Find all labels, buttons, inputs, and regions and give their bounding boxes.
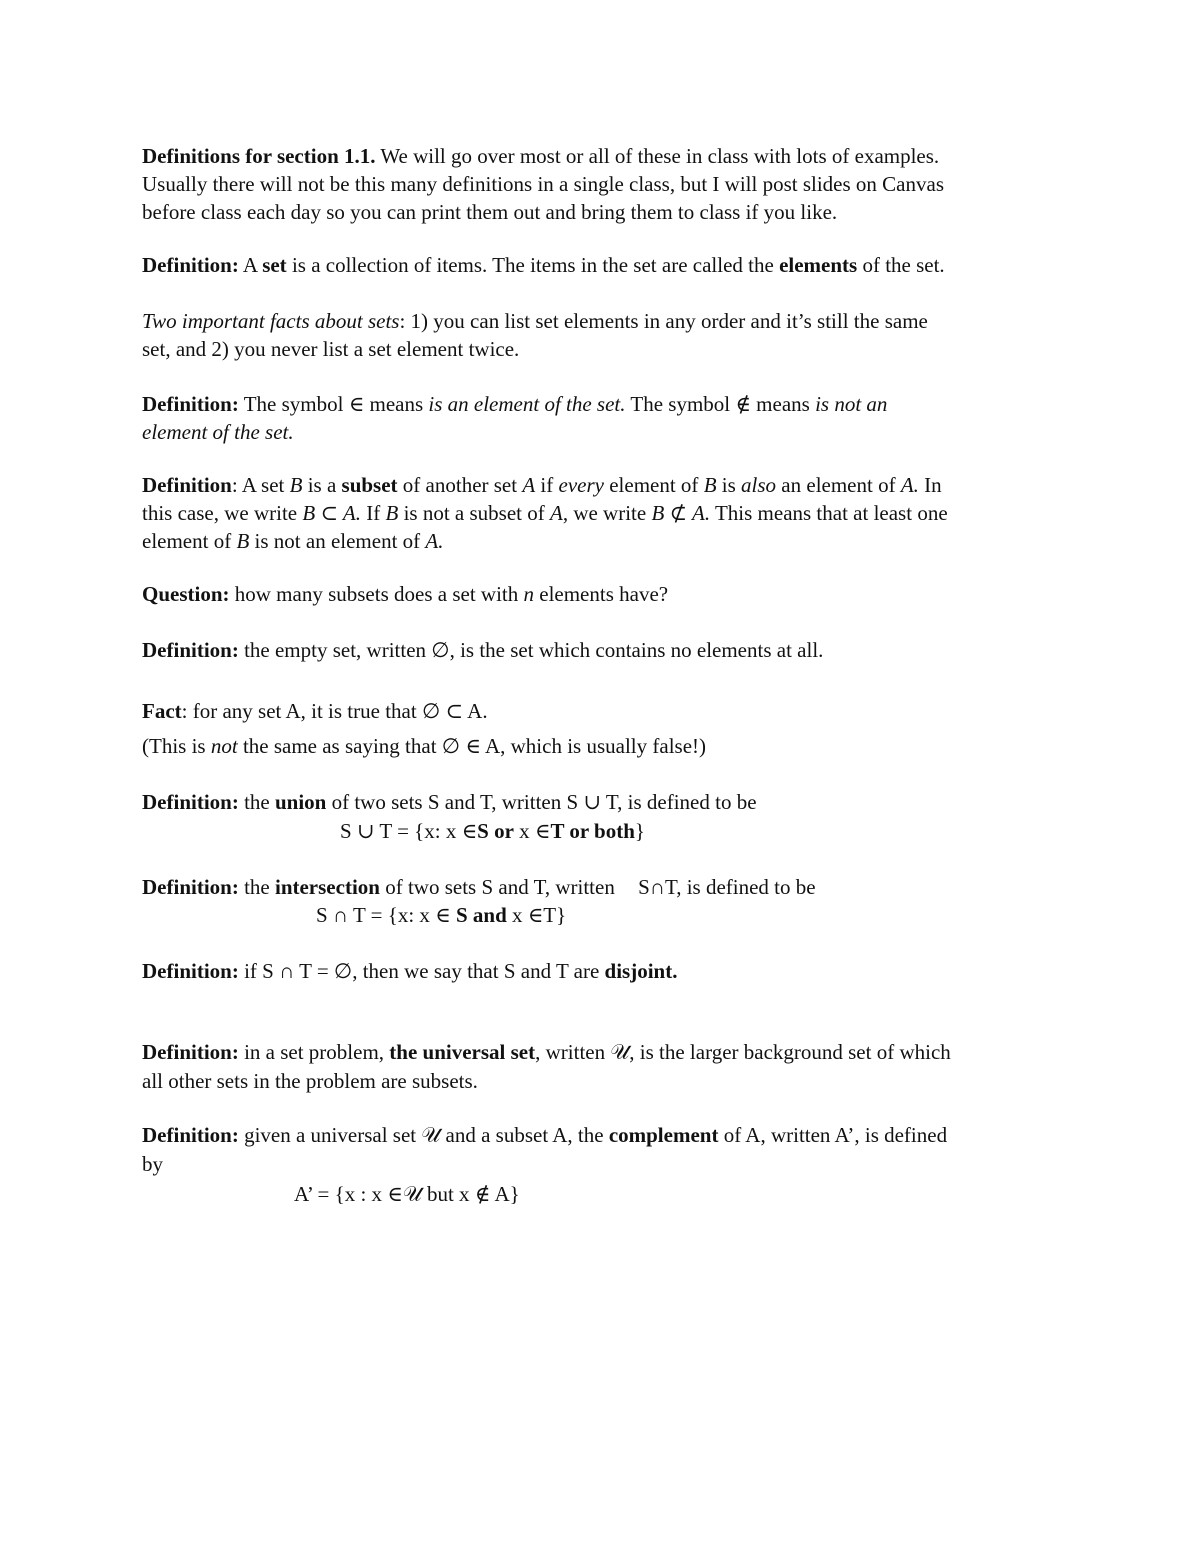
facts-line-2 [142, 335, 519, 363]
definition-label: Definition: [142, 638, 239, 662]
definition-text: the [244, 875, 270, 899]
variable-n: n [523, 582, 534, 606]
definition-text: the empty set, written ∅, is the set which contains no elements at all. [244, 638, 824, 662]
definition-text: is a [307, 473, 337, 497]
definition-text: the [244, 790, 270, 814]
definition-label: Definition: [142, 875, 239, 899]
fact-text: the same as saying that ∅ ∈ A, which is usually false!) [242, 734, 707, 758]
intersection-formula [316, 901, 566, 929]
question-text: how many subsets does a set with [234, 582, 519, 606]
formula-text: A’ = {x : x ∈𝒰 but x ∉ A} [294, 1182, 520, 1206]
definition-text: , written 𝒰, is the larger background set of which [535, 1040, 951, 1064]
variable-a: A [522, 473, 536, 497]
definition-text: A [242, 253, 257, 277]
formula-text: S ∪ T = {x: x ∈ [340, 819, 478, 843]
intro-text-2: Usually there will not be this many definitions in a single class, but I will post slides on Canvas [142, 172, 944, 196]
definition-label: Definition: [142, 392, 239, 416]
definition-text: all other sets in the problem are subsets. [142, 1069, 478, 1093]
subset-definition-line-3 [142, 527, 444, 555]
variable-b: B [289, 473, 303, 497]
term-set: set [262, 253, 287, 277]
intro-text-1: We will go over most or all of these in class with lots of examples. [380, 144, 940, 168]
intro-text-3: before class each day so you can print them out and bring them to class if you like. [142, 200, 838, 224]
definition-text: : A set [231, 473, 285, 497]
definition-text: is [721, 473, 736, 497]
definition-label: Definition [142, 473, 232, 497]
formula-subset: B ⊂ A. [302, 501, 361, 525]
complement-formula [294, 1180, 520, 1208]
formula-text: } [634, 819, 645, 843]
definition-text: This means that at least one [714, 501, 948, 525]
term-union: union [274, 790, 327, 814]
subset-definition [142, 471, 942, 499]
term-elements: elements [779, 253, 858, 277]
definition-label: Definition: [142, 959, 239, 983]
subset-definition-line-2 [142, 499, 948, 527]
fact-label: Fact [142, 699, 182, 723]
complement-definition-line-2 [142, 1150, 163, 1178]
term-universal-set: the universal set [389, 1040, 536, 1064]
fact-italic: not [210, 734, 238, 758]
element-definition [142, 390, 887, 418]
variable-a: A. [425, 529, 444, 553]
definition-text: element of [609, 473, 699, 497]
definition-text: is not an element of [254, 529, 421, 553]
definition-text: In [924, 473, 942, 497]
disjoint-definition [142, 957, 677, 985]
definition-text: in a set problem, [244, 1040, 385, 1064]
intro-line-1 [142, 142, 939, 170]
definition-text: if S ∩ T = ∅, then we say that S and T are [244, 959, 600, 983]
term-intersection: intersection [274, 875, 380, 899]
union-formula [340, 817, 645, 845]
definition-italic: also [741, 473, 777, 497]
definition-text: by [142, 1152, 163, 1176]
facts-text: set, and 2) you never list a set element twice. [142, 337, 520, 361]
definition-label: Definition: [142, 1040, 239, 1064]
intro-line-3 [142, 198, 837, 226]
formula-bold: S or [477, 819, 514, 843]
definition-text: The symbol ∈ means [243, 392, 424, 416]
question-label: Question: [142, 582, 230, 606]
universal-set-definition [142, 1038, 951, 1066]
definition-italic: every [558, 473, 604, 497]
definition-text: The symbol ∉ means [630, 392, 810, 416]
definition-text: of another set [402, 473, 518, 497]
fact-text: : for any set A, it is true that ∅ ⊂ A. [181, 699, 488, 723]
variable-b: B [385, 501, 399, 525]
formula-text: x ∈T} [512, 903, 567, 927]
term-subset: subset [341, 473, 398, 497]
union-definition [142, 788, 757, 816]
complement-definition [142, 1121, 947, 1149]
variable-b: B [703, 473, 717, 497]
formula-bold: T or both [550, 819, 635, 843]
universal-set-definition-line-2 [142, 1067, 478, 1095]
definition-text: this case, we write [142, 501, 298, 525]
fact [142, 697, 488, 725]
definition-label: Definition: [142, 1123, 239, 1147]
formula-not-subset: B ⊄ A. [651, 501, 711, 525]
empty-set-definition [142, 636, 823, 664]
fact-text: (This is [142, 734, 206, 758]
definition-text: given a universal set 𝒰 and a subset A, the [244, 1123, 604, 1147]
definition-text: S∩T, is defined to be [638, 875, 816, 899]
definition-text: an element of [781, 473, 896, 497]
definition-text: of two sets S and T, written S ∪ T, is defined to be [331, 790, 757, 814]
facts-line-1 [142, 307, 928, 335]
definition-italic: is not an [815, 392, 888, 416]
definition-text: , we write [562, 501, 647, 525]
element-definition-line-2 [142, 418, 294, 446]
definition-text: of two sets S and T, written [385, 875, 615, 899]
definition-text: is a collection of items. The items in the set are called the [291, 253, 774, 277]
question-text: elements have? [539, 582, 669, 606]
definition-text: If [366, 501, 381, 525]
variable-a: A [549, 501, 563, 525]
definition-label: Definition: [142, 253, 239, 277]
definition-text: of the set. [862, 253, 945, 277]
intro-title: Definitions for section 1.1. [142, 144, 376, 168]
set-definition [142, 251, 945, 279]
term-complement: complement [608, 1123, 719, 1147]
definition-text: of A, written A’, is defined [723, 1123, 948, 1147]
variable-a: A. [900, 473, 919, 497]
formula-text: x ∈ [519, 819, 551, 843]
definition-text: element of [142, 529, 232, 553]
intersection-definition [142, 873, 816, 901]
facts-text: : 1) you can list set elements in any order and it’s still the same [399, 309, 928, 333]
formula-bold: S and [455, 903, 507, 927]
definition-text: if [540, 473, 554, 497]
definition-italic: is an element of the set. [428, 392, 626, 416]
definition-text: is not a subset of [403, 501, 545, 525]
fact-line-2 [142, 732, 706, 760]
facts-heading: Two important facts about sets [142, 309, 400, 333]
variable-b: B [236, 529, 250, 553]
term-disjoint: disjoint. [604, 959, 678, 983]
definition-label: Definition: [142, 790, 239, 814]
intro-line-2 [142, 170, 944, 198]
question [142, 580, 668, 608]
definition-italic: element of the set. [142, 420, 294, 444]
formula-text: S ∩ T = {x: x ∈ [316, 903, 451, 927]
